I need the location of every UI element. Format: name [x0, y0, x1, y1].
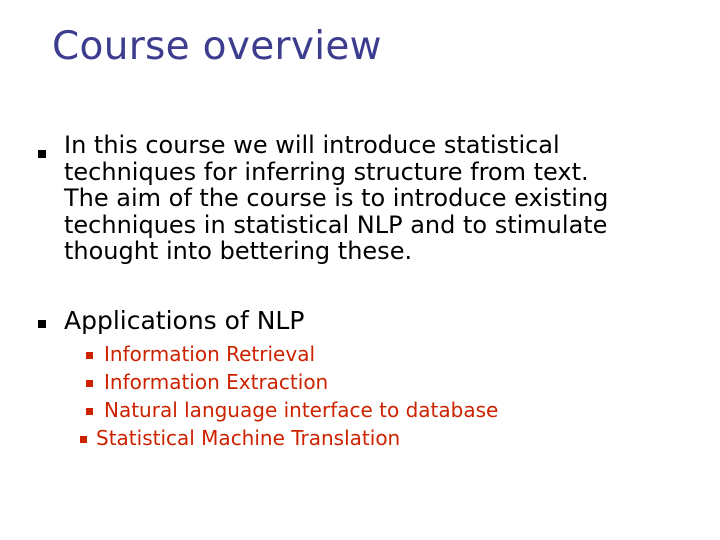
- application-item: Natural language interface to database: [104, 398, 499, 422]
- intro-line: thought into bettering these.: [64, 237, 413, 265]
- intro-line: techniques in statistical NLP and to stimulate: [64, 210, 608, 239]
- bullet-icon: [38, 320, 46, 328]
- applications-heading: Applications of NLP: [64, 306, 305, 335]
- sub-bullet-icon: [80, 436, 87, 443]
- intro-line: In this course we will introduce statistical: [64, 131, 560, 159]
- bullet-icon: [38, 150, 46, 158]
- intro-line: The aim of the course is to introduce existing: [64, 184, 609, 212]
- slide-title: Course overview: [52, 24, 382, 69]
- application-item: Information Extraction: [104, 370, 329, 394]
- application-item: Information Retrieval: [104, 342, 316, 366]
- intro-paragraph: [64, 132, 684, 265]
- sub-bullet-icon: [86, 352, 93, 359]
- sub-bullet-icon: [86, 408, 93, 415]
- intro-line: techniques for inferring structure from text.: [64, 157, 589, 186]
- sub-bullet-icon: [86, 380, 93, 387]
- application-item: Statistical Machine Translation: [96, 426, 401, 450]
